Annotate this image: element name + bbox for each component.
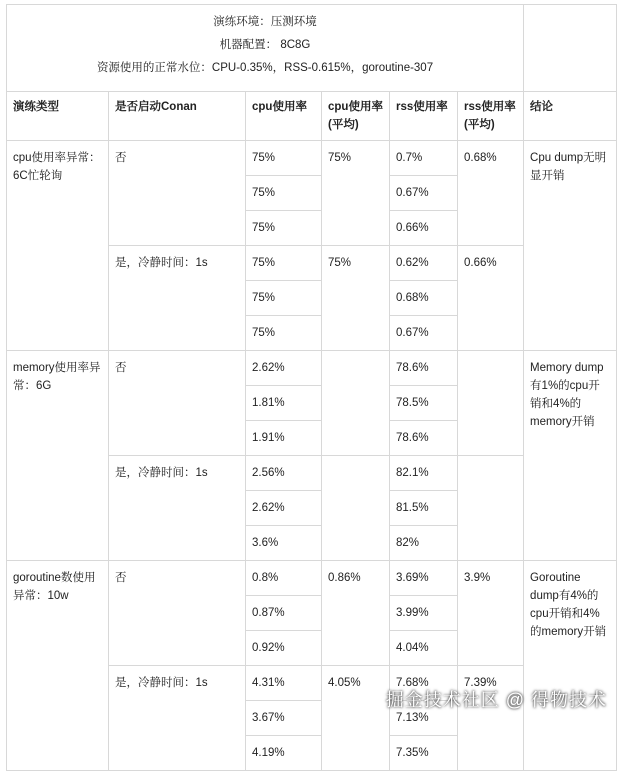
header-row (7, 92, 617, 141)
cell-rss-avg (458, 456, 524, 561)
cell-rss: 78.5% (390, 386, 458, 421)
cell-cpu: 2.62% (246, 491, 322, 526)
environment-row (7, 5, 617, 92)
table-row (7, 351, 617, 386)
cell-rss: 0.67% (390, 316, 458, 351)
cell-rss: 81.5% (390, 491, 458, 526)
environment-empty-cell (524, 5, 617, 92)
watermark: 掘金技术社区 @ 得物技术 (385, 690, 607, 710)
cell-rss: 3.69% (390, 561, 458, 596)
cell-rss: 4.04% (390, 631, 458, 666)
cell-cpu: 75% (246, 281, 322, 316)
cell-cpu-avg (322, 351, 390, 456)
cell-rss-avg (458, 351, 524, 456)
cell-rss: 78.6% (390, 351, 458, 386)
cell-conclusion: Cpu dump无明显开销 (524, 141, 617, 351)
cell-cpu: 75% (246, 316, 322, 351)
cell-conan: 是，冷静时间：1s (109, 456, 246, 561)
cell-rss: 0.7% (390, 141, 458, 176)
header-type: 演练类型 (7, 92, 109, 141)
cell-conan: 是，冷静时间：1s (109, 246, 246, 351)
cell-cpu-avg: 75% (322, 141, 390, 246)
cell-rss-avg: 0.68% (458, 141, 524, 246)
cell-rss: 0.68% (390, 281, 458, 316)
cell-conclusion: Memory dump有1%的cpu开销和4%的memory开销 (524, 351, 617, 561)
cell-conan: 否 (109, 141, 246, 246)
header-conan: 是否启动Conan (109, 92, 246, 141)
cell-rss: 7.68% (390, 666, 458, 701)
results-table (6, 4, 617, 771)
cell-rss-avg: 7.39% (458, 666, 524, 771)
env-line-3: 资源使用的正常水位：CPU-0.35%，RSS-0.615%，goroutine-307 (96, 62, 434, 74)
cell-rss-avg: 0.66% (458, 246, 524, 351)
cell-cpu: 4.19% (246, 736, 322, 771)
table-row (7, 141, 617, 176)
cell-cpu-avg: 4.05% (322, 666, 390, 771)
cell-rss: 7.13% (390, 701, 458, 736)
cell-type: memory使用率异常：6G (7, 351, 109, 561)
cell-cpu: 2.56% (246, 456, 322, 491)
cell-rss: 0.67% (390, 176, 458, 211)
header-rss-avg: rss使用率(平均) (458, 92, 524, 141)
cell-cpu: 3.6% (246, 526, 322, 561)
environment-cell (7, 5, 524, 92)
table-row (7, 561, 617, 596)
cell-rss: 82.1% (390, 456, 458, 491)
cell-cpu: 1.81% (246, 386, 322, 421)
cell-cpu: 0.87% (246, 596, 322, 631)
header-rss: rss使用率 (390, 92, 458, 141)
cell-conclusion: Goroutine dump有4%的cpu开销和4%的memory开销 (524, 561, 617, 771)
cell-cpu: 75% (246, 141, 322, 176)
cell-rss: 3.99% (390, 596, 458, 631)
cell-cpu: 0.92% (246, 631, 322, 666)
header-cpu-avg: cpu使用率(平均) (322, 92, 390, 141)
header-conclusion: 结论 (524, 92, 617, 141)
env-line-1: 演练环境：压测环境 (213, 16, 317, 28)
cell-rss: 7.35% (390, 736, 458, 771)
cell-cpu: 75% (246, 176, 322, 211)
cell-rss: 0.66% (390, 211, 458, 246)
cell-cpu: 2.62% (246, 351, 322, 386)
results-body (7, 141, 617, 771)
cell-type: goroutine数使用异常：10w (7, 561, 109, 771)
cell-cpu-avg: 75% (322, 246, 390, 351)
cell-cpu: 1.91% (246, 421, 322, 456)
env-line-2: 机器配置： 8C8G (219, 39, 311, 51)
header-cpu: cpu使用率 (246, 92, 322, 141)
cell-conan: 否 (109, 351, 246, 456)
cell-cpu-avg (322, 456, 390, 561)
cell-cpu-avg: 0.86% (322, 561, 390, 666)
cell-rss: 82% (390, 526, 458, 561)
cell-rss-avg: 3.9% (458, 561, 524, 666)
cell-type: cpu使用率异常：6C忙轮询 (7, 141, 109, 351)
cell-cpu: 3.67% (246, 701, 322, 736)
cell-cpu: 4.31% (246, 666, 322, 701)
cell-rss: 78.6% (390, 421, 458, 456)
cell-cpu: 75% (246, 246, 322, 281)
cell-cpu: 75% (246, 211, 322, 246)
cell-rss: 0.62% (390, 246, 458, 281)
cell-conan: 是，冷静时间：1s (109, 666, 246, 771)
cell-cpu: 0.8% (246, 561, 322, 596)
cell-conan: 否 (109, 561, 246, 666)
results-document (6, 4, 616, 775)
